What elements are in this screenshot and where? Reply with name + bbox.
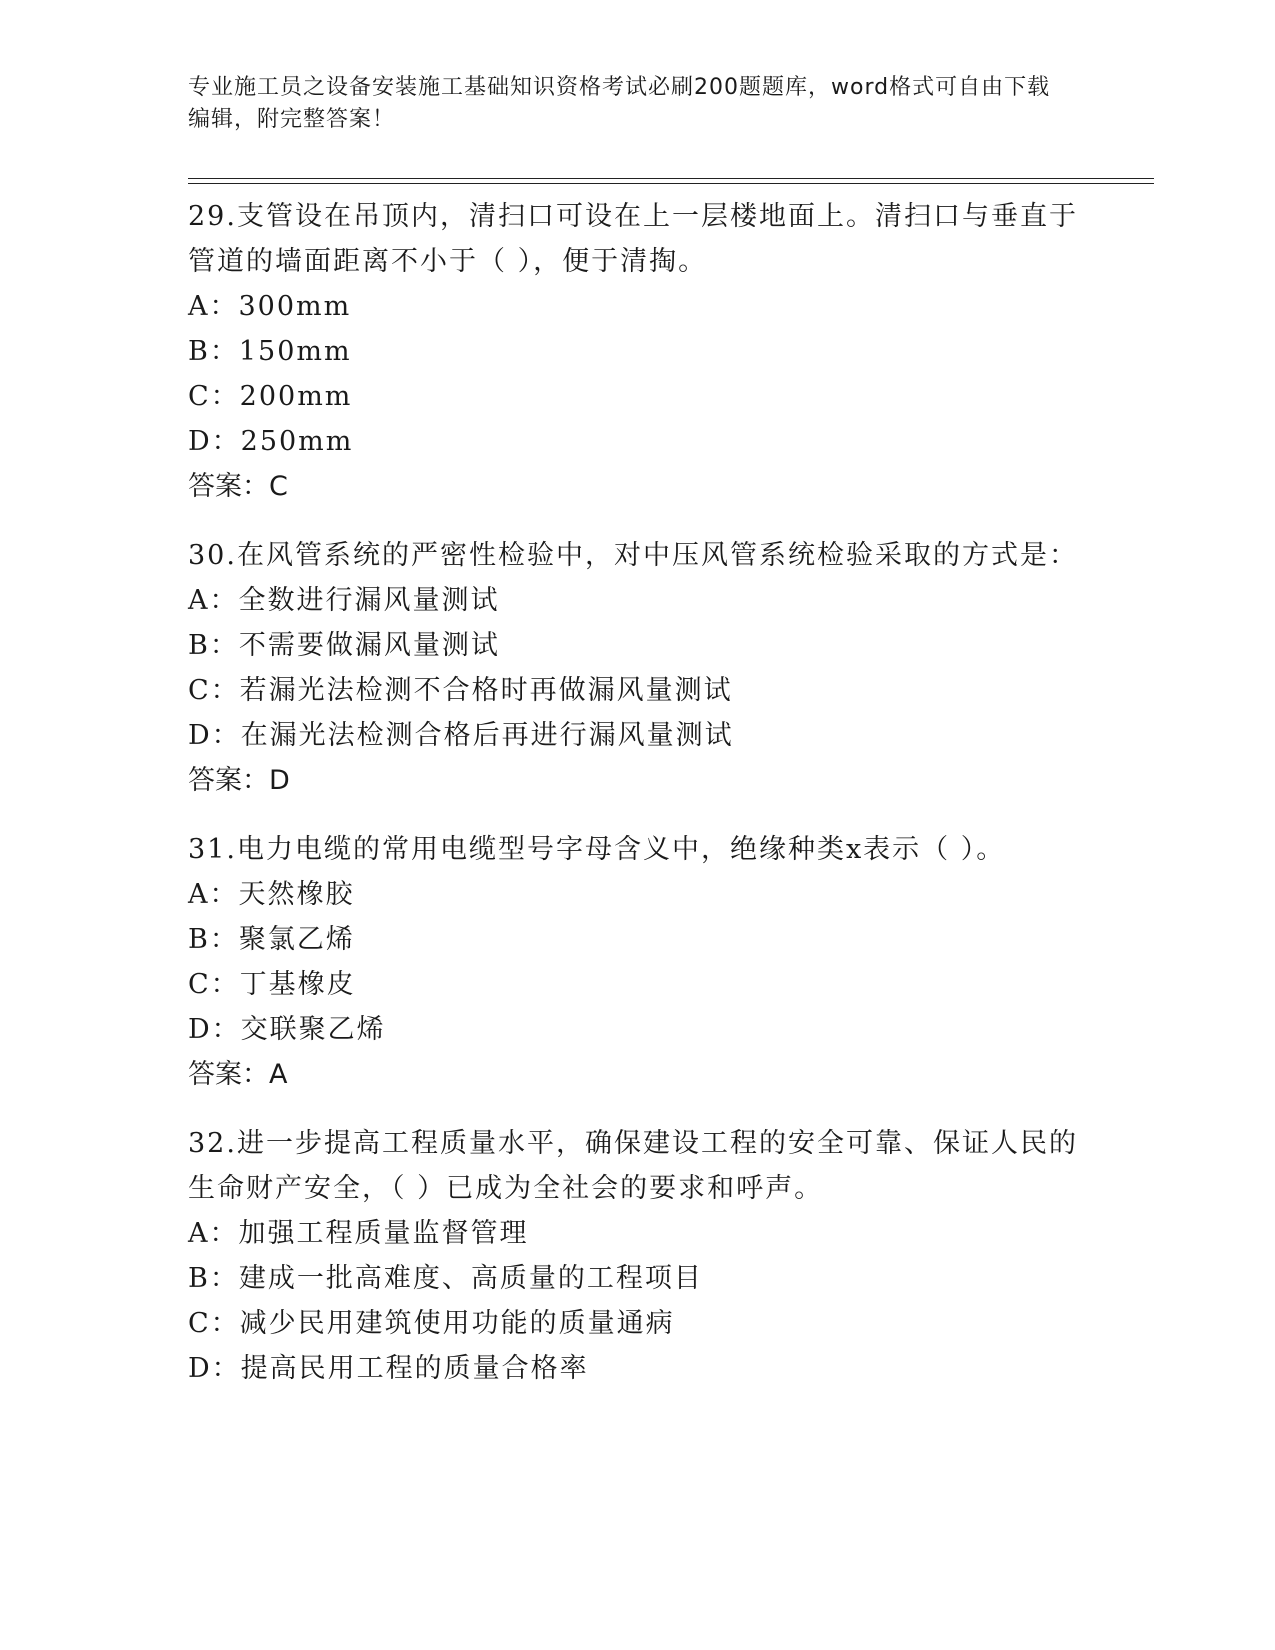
option-a: A：天然橡胶	[188, 879, 355, 910]
answer: 答案：D	[188, 765, 290, 796]
question-stem: 30.在风管系统的严密性检验中，对中压风管系统检验采取的方式是：	[188, 540, 1078, 571]
question-stem: 31.电力电缆的常用电缆型号字母含义中，绝缘种类x表示（ ）。	[188, 834, 1006, 865]
option-c: C：若漏光法检测不合格时再做漏风量测试	[188, 675, 733, 706]
question-30	[188, 529, 1088, 803]
option-b: B：建成一批高难度、高质量的工程项目	[188, 1263, 703, 1294]
option-d: D：在漏光法检测合格后再进行漏风量测试	[188, 720, 734, 751]
answer: 答案：C	[188, 471, 288, 502]
answer: 答案：A	[188, 1059, 288, 1090]
option-b: B：不需要做漏风量测试	[188, 630, 500, 661]
option-a: A：加强工程质量监督管理	[188, 1218, 529, 1249]
question-stem: 32.进一步提高工程质量水平，确保建设工程的安全可靠、保证人民的生命财产安全，（ ）已成为全社会的要求和呼声。	[188, 1128, 1078, 1204]
option-b: B：聚氯乙烯	[188, 924, 355, 955]
option-c: C：减少民用建筑使用功能的质量通病	[188, 1308, 675, 1339]
question-31	[188, 823, 1088, 1097]
option-c: C：丁基橡皮	[188, 969, 356, 1000]
header-divider-bottom	[188, 183, 1154, 184]
question-list	[188, 190, 1088, 1411]
option-d: D：250mm	[188, 426, 354, 457]
header-divider-top	[188, 178, 1154, 179]
question-29	[188, 190, 1088, 509]
option-a: A：全数进行漏风量测试	[188, 585, 500, 616]
question-stem: 29.支管设在吊顶内，清扫口可设在上一层楼地面上。清扫口与垂直于管道的墙面距离不小于（ ），便于清掏。	[188, 201, 1078, 277]
question-32	[188, 1117, 1088, 1391]
option-b: B：150mm	[188, 336, 352, 367]
document-header: 专业施工员之设备安装施工基础知识资格考试必刷200题题库，word格式可自由下载编辑，附完整答案！	[188, 75, 1051, 132]
option-d: D：交联聚乙烯	[188, 1014, 386, 1045]
option-d: D：提高民用工程的质量合格率	[188, 1353, 589, 1384]
option-c: C：200mm	[188, 381, 353, 412]
option-a: A：300mm	[188, 291, 352, 322]
